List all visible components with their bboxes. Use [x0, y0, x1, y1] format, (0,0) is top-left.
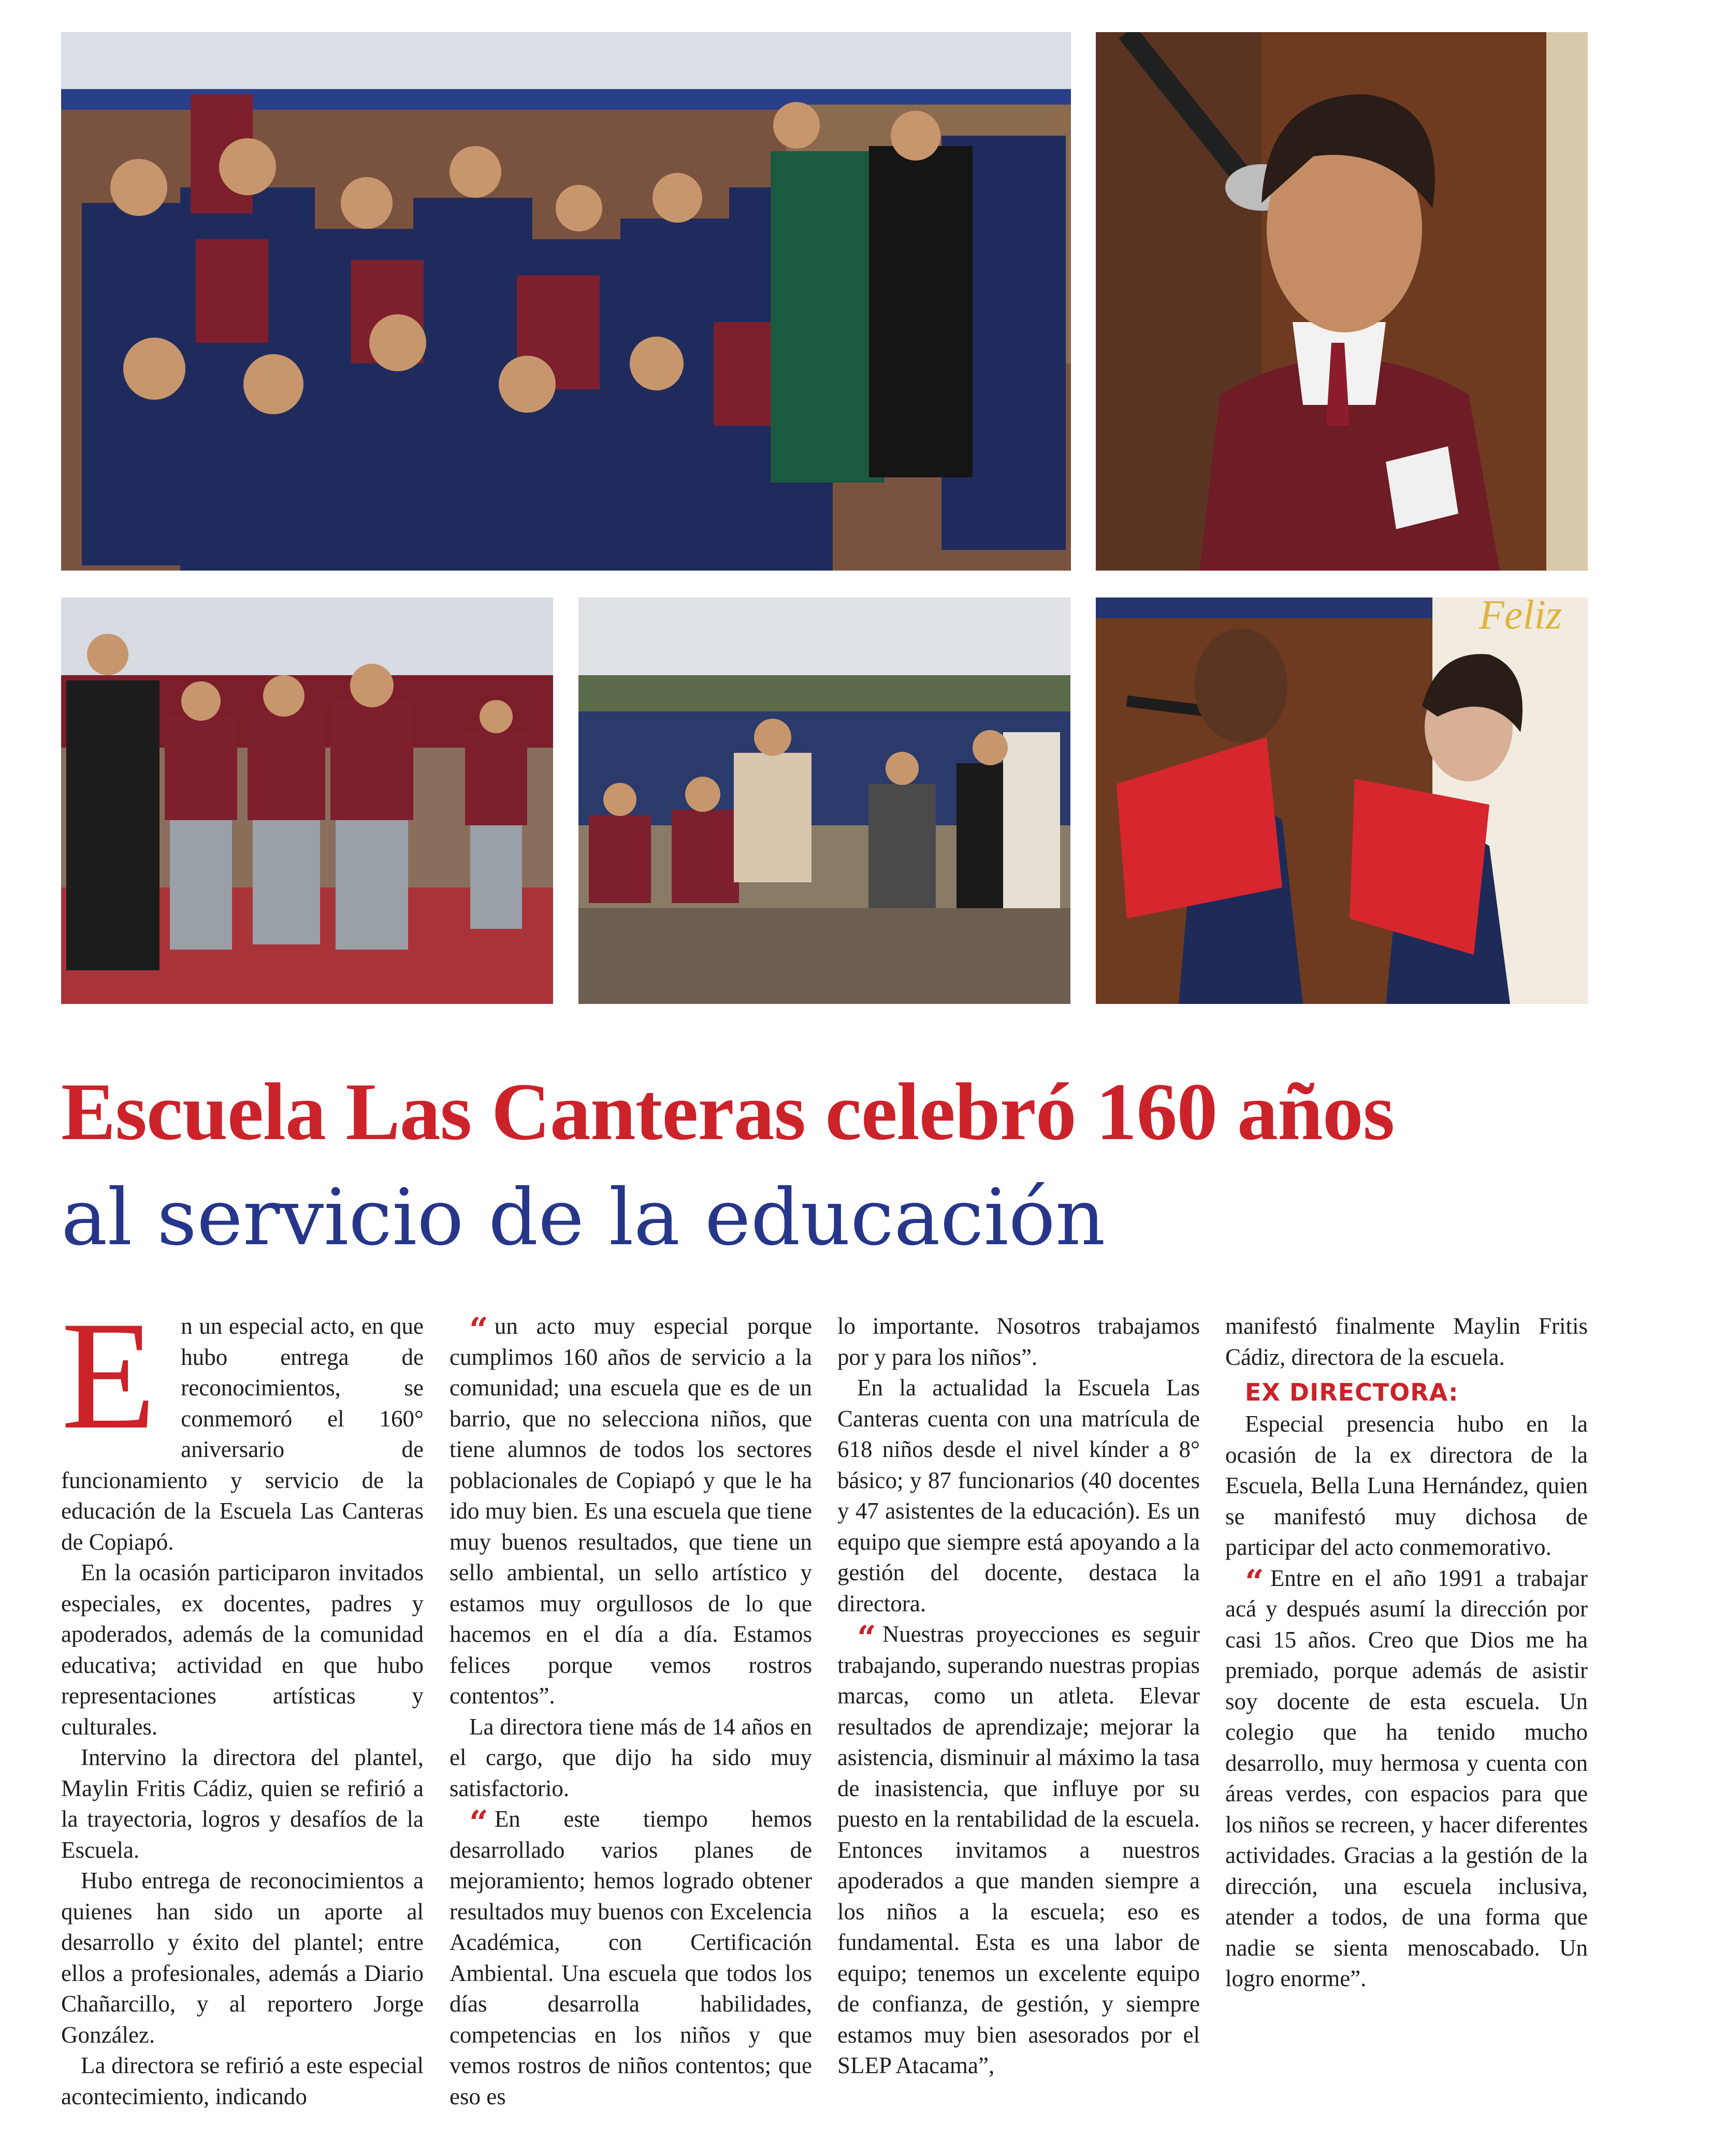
students-reading-photo	[1096, 598, 1588, 1004]
article-column-4	[1225, 1311, 1588, 2119]
quote-text: Entre en el año 1991 a trabajar acá y después asumí la dirección por casi 15 años. Creo que Dios me ha premiado, porque además de asistir soy docente de esta escuela. Un colegio que ha tenido mucho desarrollo, muy hermosa y cuenta con áreas verdes, con espacios para que los niños se recreen, y hacer diferentes actividades. Gracias a la gestión de la dirección, una escuela inclusiva, atender a todos, de una forma que nadie se sienta menoscabado. Un logro enorme”.	[1225, 1565, 1588, 1991]
quote-text: En este tiempo hemos desarrollado varios planes de mejoramiento; hemos logrado obtener resultados muy buenos con Excelencia Académica, con Certificación Ambiental. Una escuela que todos los días desarrolla habilidades, competencias en los niños y que vemos rostros de niños contentos; que eso es	[450, 1806, 812, 2109]
paragraph: lo importante. Nosotros trabajamos por y para los niños”.	[837, 1313, 1200, 1370]
headline-main: Escuela Las Canteras celebró 160 años	[61, 1067, 1395, 1157]
article-column-2	[450, 1311, 812, 2119]
quote-paragraph	[450, 1311, 812, 1712]
article-column-3	[837, 1311, 1200, 2119]
quote-text: un acto muy especial porque cumplimos 160 años de servicio a la comunidad; una escuela que es de un barrio, que no selecciona niños, que tiene alumnos de todos los sectores poblacionales de Copiapó y que le ha ido muy bien. Es una escuela que tiene muy buenos resultados, que tiene un sello ambiental, un sello artístico y estamos muy orgullosos de lo que hacemos en el día a día. Estamos felices porque vemos rostros contentos”.	[450, 1313, 812, 1709]
paragraph: Intervino la directora del plantel, Maylin Fritis Cádiz, quien se refirió a la trayectoria, logros y desafíos de la Escuela.	[61, 1744, 424, 1863]
paragraph: La directora tiene más de 14 años en el cargo, que dijo ha sido muy satisfactorio.	[450, 1713, 812, 1801]
article-column-1	[61, 1311, 424, 2119]
paragraph: Especial presencia hubo en la ocasión de la ex directora de la Escuela, Bella Luna Hernández, quien se manifestó muy dichosa de participar del acto conmemorativo.	[1225, 1411, 1588, 1560]
quote-mark-icon: “	[469, 1311, 488, 1349]
quote-mark-icon: “	[857, 1619, 876, 1657]
paragraph: La directora se refirió a este especial acontecimiento, indicando	[61, 2052, 424, 2109]
quote-mark-icon: “	[469, 1803, 488, 1842]
svg-text:Feliz: Feliz	[1479, 598, 1562, 638]
paragraph: En la ocasión participaron invitados especiales, ex docentes, padres y apoderados, además de la comunidad educativa; actividad en que hubo representaciones artísticas y culturales.	[61, 1560, 424, 1740]
quote-paragraph	[837, 1619, 1200, 2081]
paragraph: manifestó finalmente Maylin Fritis Cádiz, directora de la escuela.	[1225, 1313, 1588, 1370]
paragraph: Hubo entrega de reconocimientos a quienes han sido un aporte al desarrollo y éxito del plantel; entre ellos a profesionales, además a Diario Chañarcillo, y al reportero Jorge González.	[61, 1868, 424, 2048]
quote-paragraph	[450, 1804, 812, 2112]
quote-mark-icon: “	[1245, 1562, 1264, 1601]
quote-paragraph	[1225, 1563, 1588, 1994]
students-teachers-photo	[578, 598, 1070, 1004]
headline-subtitle: al servicio de la educación	[61, 1173, 1106, 1263]
school-assembly-photo	[61, 32, 1071, 571]
students-formation-photo	[61, 598, 553, 1004]
student-microphone-photo	[1096, 32, 1588, 571]
quote-text: Nuestras proyecciones es seguir trabajando, superando nuestras propias marcas, como un atleta. Elevar resultados de aprendizaje; mejorar la asistencia, disminuir al máximo la tasa de inasistencia, que influye por su puesto en la rentabilidad de la escuela. Entonces invitamos a nuestros apoderados a que manden siempre a los niños a la escuela; eso es fundamental. Esta es una labor de equipo; tenemos un excelente equipo de confianza, de gestión, y siempre estamos muy bien asesorados por el SLEP Atacama”,	[837, 1621, 1200, 2078]
paragraph: n un especial acto, en que hubo entrega de reconocimientos, se conmemoró el 160° aniversario de funcionamiento y servicio de la educación de la Escuela Las Canteras de Copiapó.	[61, 1313, 424, 1555]
paragraph: En la actualidad la Escuela Las Canteras cuenta con una matrícula de 618 niños desde el nivel kínder a 8° básico; y 87 funcionarios (40 docentes y 47 asistentes de la educación). Es un equipo que siempre está apoyando a la gestión del docente, destaca la directora.	[837, 1375, 1200, 1616]
section-subhead: EX DIRECTORA:	[1245, 1378, 1459, 1406]
drop-cap: E	[61, 1311, 156, 1461]
